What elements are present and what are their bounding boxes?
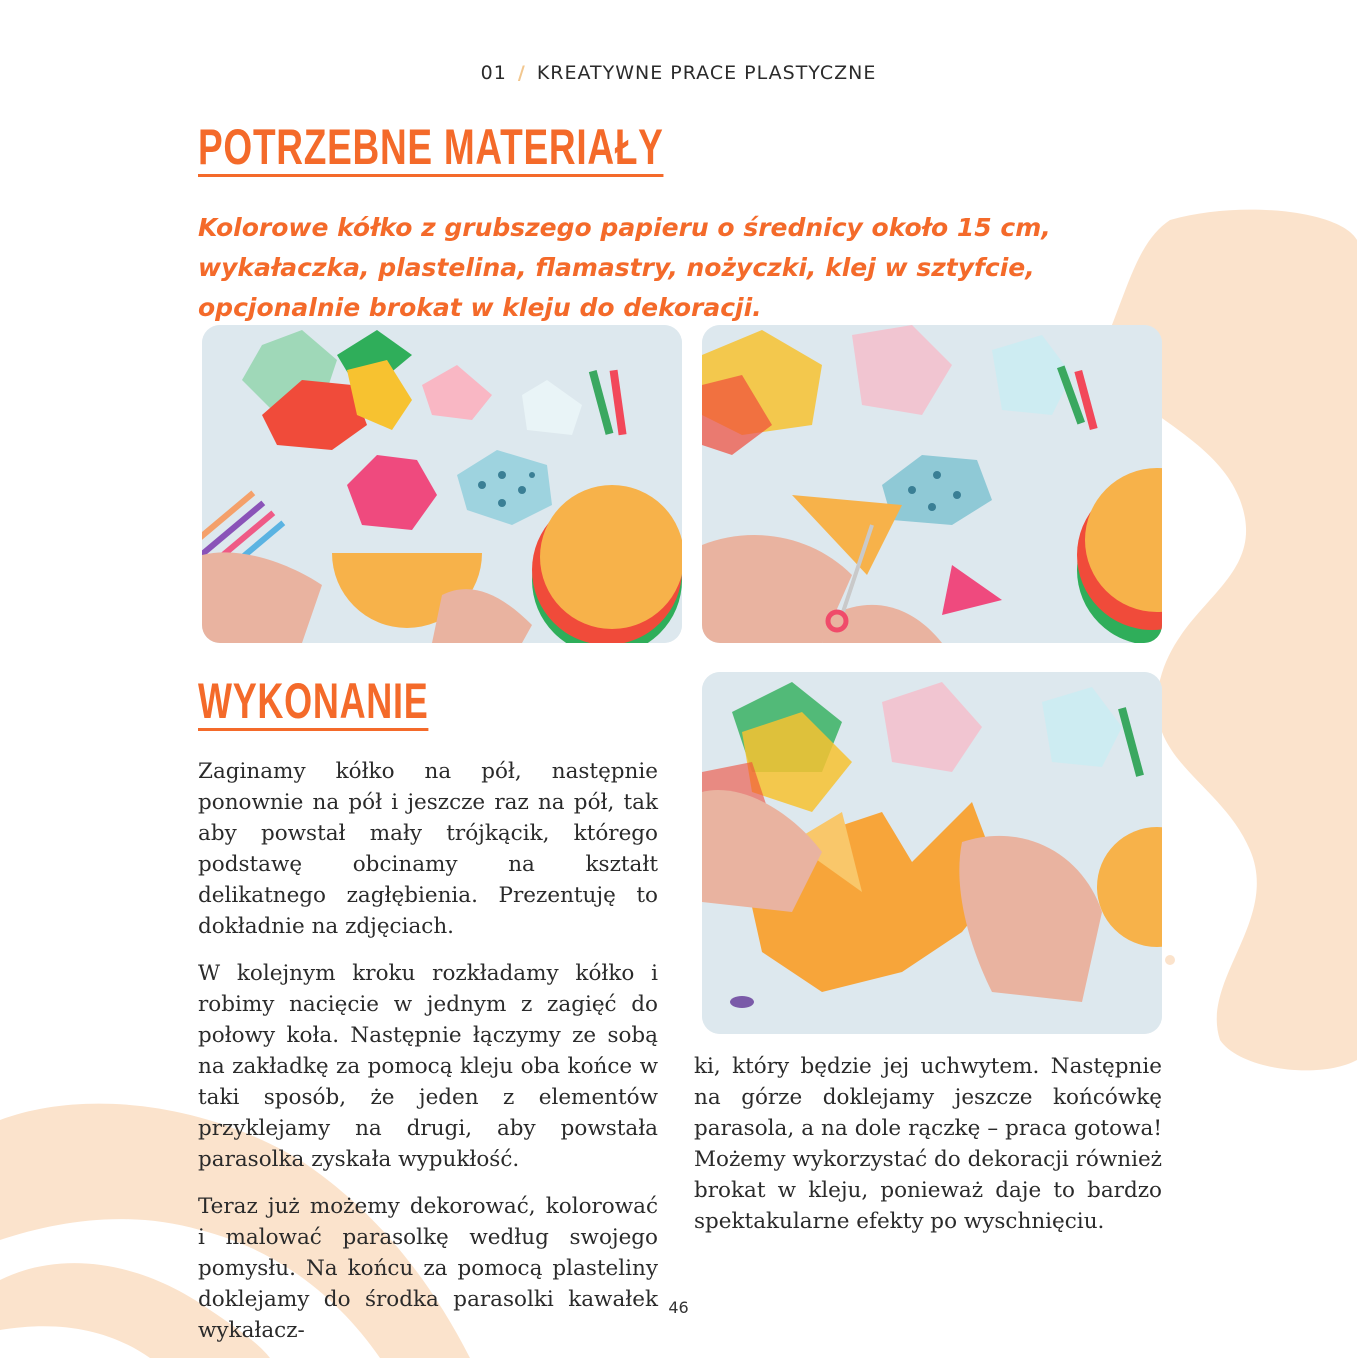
paragraph: W kolejnym kroku rozkładamy kółko i robimy nacięcie w jednym z zagięć do połowy koła. Następnie łączymy ze sobą na zakładkę za pomocą kleju oba końce w taki sposób, że jeden z elementów przyklejamy na drugi, aby powstała parasolka zyskała wypukłość. — [198, 961, 658, 1172]
paragraph: Zaginamy kółko na pół, następnie ponownie na pół i jeszcze raz na pół, tak aby powstał mały trójkącik, którego podstawę obcinamy na kształt delikatnego zagłębienia. Prezentuję to dokładnie na zdjęciach. — [198, 759, 658, 939]
separator: / — [517, 62, 526, 84]
paragraph: Teraz już możemy dekorować, kolorować i malować parasolkę według swojego pomysłu. Na końcu za pomocą plasteliny doklejamy do środka parasolki kawałek wykałacz- — [198, 1194, 658, 1343]
steps-text-right — [694, 1051, 1162, 1253]
photo-cutting — [702, 325, 1162, 643]
materials-heading: POTRZEBNE MATERIAŁY — [198, 119, 664, 175]
materials-list: Kolorowe kółko z grubszego papieru o średnicy około 15 cm, wykałaczka, plastelina, flamastry, nożyczki, klej w sztyfcie, opcjonalnie brokat w kleju do dekoracji. — [198, 213, 1051, 322]
steps-text-left — [198, 756, 658, 1358]
page-number: 46 — [668, 1298, 689, 1317]
photo-joining — [702, 672, 1162, 1034]
paragraph: ki, który będzie jej uchwytem. Następnie na górze doklejamy jeszcze końcówkę parasola, a na dole rączkę – praca gotowa! Możemy wykorzystać do dekoracji również brokat w kleju, ponieważ daje to bardzo spektakularne efekty po wyschnięciu. — [694, 1054, 1162, 1234]
chapter-title: KREATYWNE PRACE PLASTYCZNE — [536, 62, 877, 84]
steps-heading: WYKONANIE — [198, 673, 429, 729]
photo-materials — [202, 325, 682, 643]
chapter-number: 01 — [480, 62, 507, 84]
running-head — [0, 62, 1357, 84]
